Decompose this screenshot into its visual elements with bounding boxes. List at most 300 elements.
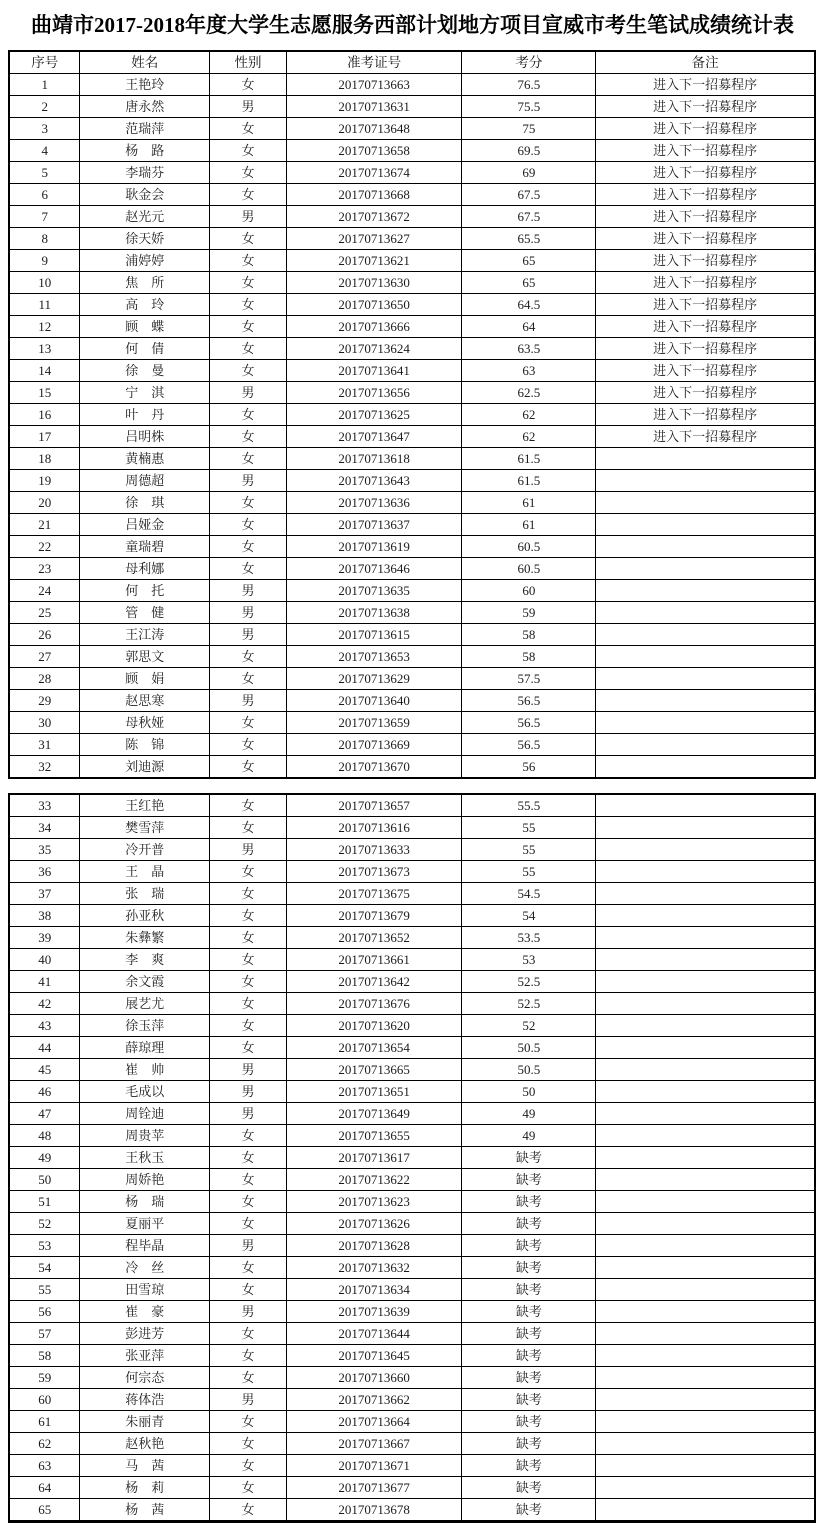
name-cell: 刘迪源 — [80, 756, 210, 779]
exam-id-cell: 20170713651 — [286, 1081, 462, 1103]
gender-cell: 男 — [210, 690, 287, 712]
exam-id-cell: 20170713627 — [286, 228, 462, 250]
gender-cell: 女 — [210, 1433, 287, 1455]
exam-id-cell: 20170713647 — [286, 426, 462, 448]
gender-cell: 男 — [210, 382, 287, 404]
remark-cell — [596, 1389, 815, 1411]
column-header-exam-id: 准考证号 — [286, 51, 462, 74]
table-row — [9, 580, 815, 602]
exam-id-cell: 20170713656 — [286, 382, 462, 404]
score-cell: 缺考 — [462, 1191, 596, 1213]
gender-cell: 女 — [210, 927, 287, 949]
column-header-seq: 序号 — [9, 51, 80, 74]
exam-id-cell: 20170713644 — [286, 1323, 462, 1345]
table-row — [9, 492, 815, 514]
name-cell: 赵思寒 — [80, 690, 210, 712]
exam-id-cell: 20170713625 — [286, 404, 462, 426]
remark-cell — [596, 756, 815, 779]
exam-id-cell: 20170713673 — [286, 861, 462, 883]
table-row — [9, 1433, 815, 1455]
gender-cell: 女 — [210, 1191, 287, 1213]
score-cell: 60 — [462, 580, 596, 602]
name-cell: 徐天娇 — [80, 228, 210, 250]
remark-cell — [596, 1345, 815, 1367]
exam-id-cell: 20170713638 — [286, 602, 462, 624]
seq-cell: 30 — [9, 712, 80, 734]
name-cell: 赵秋艳 — [80, 1433, 210, 1455]
remark-cell: 进入下一招募程序 — [596, 74, 815, 96]
table-row — [9, 602, 815, 624]
table-row — [9, 668, 815, 690]
exam-id-cell: 20170713654 — [286, 1037, 462, 1059]
table-row — [9, 839, 815, 861]
name-cell: 樊雪萍 — [80, 817, 210, 839]
remark-cell: 进入下一招募程序 — [596, 338, 815, 360]
seq-cell: 36 — [9, 861, 80, 883]
gender-cell: 女 — [210, 1147, 287, 1169]
table-row — [9, 118, 815, 140]
seq-cell: 37 — [9, 883, 80, 905]
score-cell: 75.5 — [462, 96, 596, 118]
exam-id-cell: 20170713618 — [286, 448, 462, 470]
exam-id-cell: 20170713665 — [286, 1059, 462, 1081]
score-cell: 76.5 — [462, 74, 596, 96]
name-cell: 周娇艳 — [80, 1169, 210, 1191]
remark-cell — [596, 817, 815, 839]
remark-cell — [596, 971, 815, 993]
gender-cell: 女 — [210, 514, 287, 536]
score-cell: 52.5 — [462, 993, 596, 1015]
name-cell: 叶 丹 — [80, 404, 210, 426]
seq-cell: 12 — [9, 316, 80, 338]
remark-cell — [596, 905, 815, 927]
score-cell: 60.5 — [462, 536, 596, 558]
score-cell: 53 — [462, 949, 596, 971]
gender-cell: 女 — [210, 949, 287, 971]
remark-cell — [596, 883, 815, 905]
gender-cell: 女 — [210, 817, 287, 839]
gender-cell: 女 — [210, 756, 287, 779]
exam-id-cell: 20170713671 — [286, 1455, 462, 1477]
remark-cell — [596, 1235, 815, 1257]
gender-cell: 女 — [210, 118, 287, 140]
seq-cell: 5 — [9, 162, 80, 184]
seq-cell: 63 — [9, 1455, 80, 1477]
seq-cell: 10 — [9, 272, 80, 294]
seq-cell: 42 — [9, 993, 80, 1015]
name-cell: 王江涛 — [80, 624, 210, 646]
gender-cell: 女 — [210, 294, 287, 316]
table-row — [9, 1235, 815, 1257]
name-cell: 张亚萍 — [80, 1345, 210, 1367]
remark-cell — [596, 1301, 815, 1323]
table-row — [9, 1323, 815, 1345]
gender-cell: 男 — [210, 580, 287, 602]
seq-cell: 61 — [9, 1411, 80, 1433]
exam-id-cell: 20170713636 — [286, 492, 462, 514]
remark-cell: 进入下一招募程序 — [596, 272, 815, 294]
seq-cell: 46 — [9, 1081, 80, 1103]
exam-id-cell: 20170713620 — [286, 1015, 462, 1037]
table-row — [9, 817, 815, 839]
name-cell: 范瑞萍 — [80, 118, 210, 140]
table-row — [9, 905, 815, 927]
remark-cell: 进入下一招募程序 — [596, 294, 815, 316]
exam-id-cell: 20170713633 — [286, 839, 462, 861]
table-row — [9, 184, 815, 206]
name-cell: 管 健 — [80, 602, 210, 624]
gender-cell: 女 — [210, 492, 287, 514]
gender-cell: 女 — [210, 883, 287, 905]
header-row — [9, 51, 815, 74]
gender-cell: 女 — [210, 272, 287, 294]
table-row — [9, 96, 815, 118]
remark-cell: 进入下一招募程序 — [596, 228, 815, 250]
score-cell: 58 — [462, 624, 596, 646]
score-cell: 64.5 — [462, 294, 596, 316]
score-cell: 55 — [462, 861, 596, 883]
name-cell: 陈 锦 — [80, 734, 210, 756]
gender-cell: 女 — [210, 905, 287, 927]
table-row — [9, 1411, 815, 1433]
column-header-gender: 性别 — [210, 51, 287, 74]
remark-cell — [596, 1213, 815, 1235]
remark-cell: 进入下一招募程序 — [596, 426, 815, 448]
remark-cell — [596, 1037, 815, 1059]
table-row — [9, 536, 815, 558]
name-cell: 赵光元 — [80, 206, 210, 228]
gender-cell: 女 — [210, 228, 287, 250]
table-row — [9, 360, 815, 382]
exam-id-cell: 20170713631 — [286, 96, 462, 118]
table-row — [9, 794, 815, 817]
remark-cell — [596, 1081, 815, 1103]
name-cell: 田雪琼 — [80, 1279, 210, 1301]
remark-cell: 进入下一招募程序 — [596, 250, 815, 272]
remark-cell — [596, 1125, 815, 1147]
remark-cell — [596, 734, 815, 756]
seq-cell: 47 — [9, 1103, 80, 1125]
remark-cell — [596, 624, 815, 646]
score-cell: 缺考 — [462, 1433, 596, 1455]
remark-cell — [596, 646, 815, 668]
table-row — [9, 712, 815, 734]
name-cell: 徐 琪 — [80, 492, 210, 514]
gender-cell: 女 — [210, 1213, 287, 1235]
table-body-lower — [9, 794, 815, 1522]
table-row — [9, 74, 815, 96]
exam-id-cell: 20170713635 — [286, 580, 462, 602]
exam-id-cell: 20170713678 — [286, 1499, 462, 1522]
exam-id-cell: 20170713662 — [286, 1389, 462, 1411]
table-row — [9, 470, 815, 492]
seq-cell: 54 — [9, 1257, 80, 1279]
table-row — [9, 1081, 815, 1103]
name-cell: 王秋玉 — [80, 1147, 210, 1169]
score-cell: 57.5 — [462, 668, 596, 690]
remark-cell — [596, 1279, 815, 1301]
page-title: 曲靖市2017-2018年度大学生志愿服务西部计划地方项目宣威市考生笔试成绩统计表 — [31, 13, 794, 37]
score-cell: 缺考 — [462, 1499, 596, 1522]
name-cell: 孙亚秋 — [80, 905, 210, 927]
gender-cell: 女 — [210, 1345, 287, 1367]
exam-id-cell: 20170713619 — [286, 536, 462, 558]
name-cell: 马 茜 — [80, 1455, 210, 1477]
exam-id-cell: 20170713660 — [286, 1367, 462, 1389]
remark-cell: 进入下一招募程序 — [596, 118, 815, 140]
score-cell: 56.5 — [462, 712, 596, 734]
exam-id-cell: 20170713615 — [286, 624, 462, 646]
name-cell: 郭思文 — [80, 646, 210, 668]
exam-id-cell: 20170713666 — [286, 316, 462, 338]
name-cell: 冷开普 — [80, 839, 210, 861]
exam-id-cell: 20170713667 — [286, 1433, 462, 1455]
gender-cell: 女 — [210, 861, 287, 883]
exam-id-cell: 20170713640 — [286, 690, 462, 712]
seq-cell: 26 — [9, 624, 80, 646]
score-cell: 63.5 — [462, 338, 596, 360]
remark-cell — [596, 1455, 815, 1477]
remark-cell: 进入下一招募程序 — [596, 96, 815, 118]
name-cell: 何宗态 — [80, 1367, 210, 1389]
table-row — [9, 1125, 815, 1147]
table-row — [9, 1213, 815, 1235]
name-cell: 薛琼理 — [80, 1037, 210, 1059]
table-header — [9, 51, 815, 74]
remark-cell — [596, 580, 815, 602]
remark-cell: 进入下一招募程序 — [596, 162, 815, 184]
table-row — [9, 1257, 815, 1279]
seq-cell: 39 — [9, 927, 80, 949]
score-cell: 65 — [462, 272, 596, 294]
remark-cell — [596, 1169, 815, 1191]
name-cell: 吕明株 — [80, 426, 210, 448]
gender-cell: 女 — [210, 1323, 287, 1345]
name-cell: 耿金会 — [80, 184, 210, 206]
exam-id-cell: 20170713637 — [286, 514, 462, 536]
table-row — [9, 382, 815, 404]
remark-cell — [596, 1367, 815, 1389]
seq-cell: 40 — [9, 949, 80, 971]
seq-cell: 3 — [9, 118, 80, 140]
gender-cell: 男 — [210, 470, 287, 492]
exam-id-cell: 20170713646 — [286, 558, 462, 580]
table-row — [9, 1037, 815, 1059]
table-row — [9, 883, 815, 905]
seq-cell: 33 — [9, 794, 80, 817]
gender-cell: 女 — [210, 1455, 287, 1477]
exam-id-cell: 20170713653 — [286, 646, 462, 668]
table-row — [9, 734, 815, 756]
score-cell: 67.5 — [462, 184, 596, 206]
remark-cell — [596, 1103, 815, 1125]
score-cell: 53.5 — [462, 927, 596, 949]
table-row — [9, 927, 815, 949]
score-cell: 64 — [462, 316, 596, 338]
score-cell: 52 — [462, 1015, 596, 1037]
table-row — [9, 1389, 815, 1411]
gender-cell: 男 — [210, 1389, 287, 1411]
seq-cell: 64 — [9, 1477, 80, 1499]
seq-cell: 31 — [9, 734, 80, 756]
score-cell: 缺考 — [462, 1169, 596, 1191]
table-row — [9, 206, 815, 228]
score-cell: 缺考 — [462, 1389, 596, 1411]
seq-cell: 44 — [9, 1037, 80, 1059]
score-cell: 56.5 — [462, 734, 596, 756]
exam-id-cell: 20170713626 — [286, 1213, 462, 1235]
seq-cell: 56 — [9, 1301, 80, 1323]
gender-cell: 女 — [210, 1279, 287, 1301]
exam-id-cell: 20170713634 — [286, 1279, 462, 1301]
score-cell: 62 — [462, 426, 596, 448]
score-cell: 缺考 — [462, 1411, 596, 1433]
table-row — [9, 1279, 815, 1301]
score-cell: 65 — [462, 250, 596, 272]
table-row — [9, 316, 815, 338]
gender-cell: 女 — [210, 712, 287, 734]
exam-id-cell: 20170713658 — [286, 140, 462, 162]
exam-id-cell: 20170713643 — [286, 470, 462, 492]
column-header-remark: 备注 — [596, 51, 815, 74]
remark-cell — [596, 1015, 815, 1037]
name-cell: 王红艳 — [80, 794, 210, 817]
table-row — [9, 1191, 815, 1213]
table-row — [9, 228, 815, 250]
score-table-lower — [8, 793, 816, 1523]
gender-cell: 女 — [210, 1169, 287, 1191]
table-row — [9, 993, 815, 1015]
gender-cell: 男 — [210, 1081, 287, 1103]
score-cell: 65.5 — [462, 228, 596, 250]
exam-id-cell: 20170713616 — [286, 817, 462, 839]
gender-cell: 女 — [210, 794, 287, 817]
gender-cell: 男 — [210, 1059, 287, 1081]
gender-cell: 女 — [210, 1015, 287, 1037]
table-row — [9, 690, 815, 712]
table-row — [9, 1301, 815, 1323]
remark-cell — [596, 492, 815, 514]
gender-cell: 男 — [210, 96, 287, 118]
seq-cell: 32 — [9, 756, 80, 779]
seq-cell: 65 — [9, 1499, 80, 1522]
seq-cell: 18 — [9, 448, 80, 470]
exam-id-cell: 20170713679 — [286, 905, 462, 927]
seq-cell: 11 — [9, 294, 80, 316]
score-cell: 缺考 — [462, 1477, 596, 1499]
seq-cell: 27 — [9, 646, 80, 668]
name-cell: 王艳玲 — [80, 74, 210, 96]
score-cell: 缺考 — [462, 1213, 596, 1235]
score-cell: 75 — [462, 118, 596, 140]
score-cell: 缺考 — [462, 1323, 596, 1345]
table-row — [9, 1015, 815, 1037]
seq-cell: 43 — [9, 1015, 80, 1037]
name-cell: 夏丽平 — [80, 1213, 210, 1235]
score-cell: 69 — [462, 162, 596, 184]
table-row — [9, 1367, 815, 1389]
seq-cell: 35 — [9, 839, 80, 861]
exam-id-cell: 20170713670 — [286, 756, 462, 779]
name-cell: 冷 丝 — [80, 1257, 210, 1279]
score-cell: 63 — [462, 360, 596, 382]
seq-cell: 49 — [9, 1147, 80, 1169]
remark-cell — [596, 448, 815, 470]
score-cell: 58 — [462, 646, 596, 668]
gender-cell: 女 — [210, 1037, 287, 1059]
gender-cell: 女 — [210, 971, 287, 993]
score-cell: 67.5 — [462, 206, 596, 228]
exam-id-cell: 20170713648 — [286, 118, 462, 140]
name-cell: 周贵苹 — [80, 1125, 210, 1147]
score-cell: 49 — [462, 1125, 596, 1147]
name-cell: 李 爽 — [80, 949, 210, 971]
score-table-upper — [8, 50, 816, 779]
score-cell: 61.5 — [462, 470, 596, 492]
score-cell: 55 — [462, 817, 596, 839]
exam-id-cell: 20170713650 — [286, 294, 462, 316]
exam-id-cell: 20170713657 — [286, 794, 462, 817]
remark-cell — [596, 690, 815, 712]
column-header-score: 考分 — [462, 51, 596, 74]
remark-cell — [596, 514, 815, 536]
name-cell: 母秋娅 — [80, 712, 210, 734]
seq-cell: 25 — [9, 602, 80, 624]
seq-cell: 45 — [9, 1059, 80, 1081]
remark-cell — [596, 1411, 815, 1433]
name-cell: 杨 路 — [80, 140, 210, 162]
remark-cell — [596, 1147, 815, 1169]
table-row — [9, 1103, 815, 1125]
seq-cell: 29 — [9, 690, 80, 712]
score-cell: 缺考 — [462, 1279, 596, 1301]
score-cell: 61 — [462, 492, 596, 514]
gender-cell: 女 — [210, 338, 287, 360]
score-cell: 54 — [462, 905, 596, 927]
gender-cell: 女 — [210, 1257, 287, 1279]
table-row — [9, 448, 815, 470]
gender-cell: 女 — [210, 360, 287, 382]
score-cell: 50 — [462, 1081, 596, 1103]
exam-id-cell: 20170713628 — [286, 1235, 462, 1257]
name-cell: 徐 曼 — [80, 360, 210, 382]
remark-cell — [596, 949, 815, 971]
score-cell: 56 — [462, 756, 596, 779]
name-cell: 顾 娟 — [80, 668, 210, 690]
name-cell: 焦 所 — [80, 272, 210, 294]
name-cell: 李瑞芬 — [80, 162, 210, 184]
remark-cell: 进入下一招募程序 — [596, 382, 815, 404]
name-cell: 彭进芳 — [80, 1323, 210, 1345]
name-cell: 崔 豪 — [80, 1301, 210, 1323]
remark-cell: 进入下一招募程序 — [596, 184, 815, 206]
name-cell: 杨 瑞 — [80, 1191, 210, 1213]
exam-id-cell: 20170713652 — [286, 927, 462, 949]
remark-cell — [596, 558, 815, 580]
exam-id-cell: 20170713641 — [286, 360, 462, 382]
name-cell: 何 托 — [80, 580, 210, 602]
table-row — [9, 162, 815, 184]
gender-cell: 女 — [210, 404, 287, 426]
name-cell: 程毕晶 — [80, 1235, 210, 1257]
remark-cell: 进入下一招募程序 — [596, 140, 815, 162]
exam-id-cell: 20170713649 — [286, 1103, 462, 1125]
table-row — [9, 1499, 815, 1522]
seq-cell: 28 — [9, 668, 80, 690]
column-header-name: 姓名 — [80, 51, 210, 74]
table-row — [9, 250, 815, 272]
remark-cell — [596, 927, 815, 949]
